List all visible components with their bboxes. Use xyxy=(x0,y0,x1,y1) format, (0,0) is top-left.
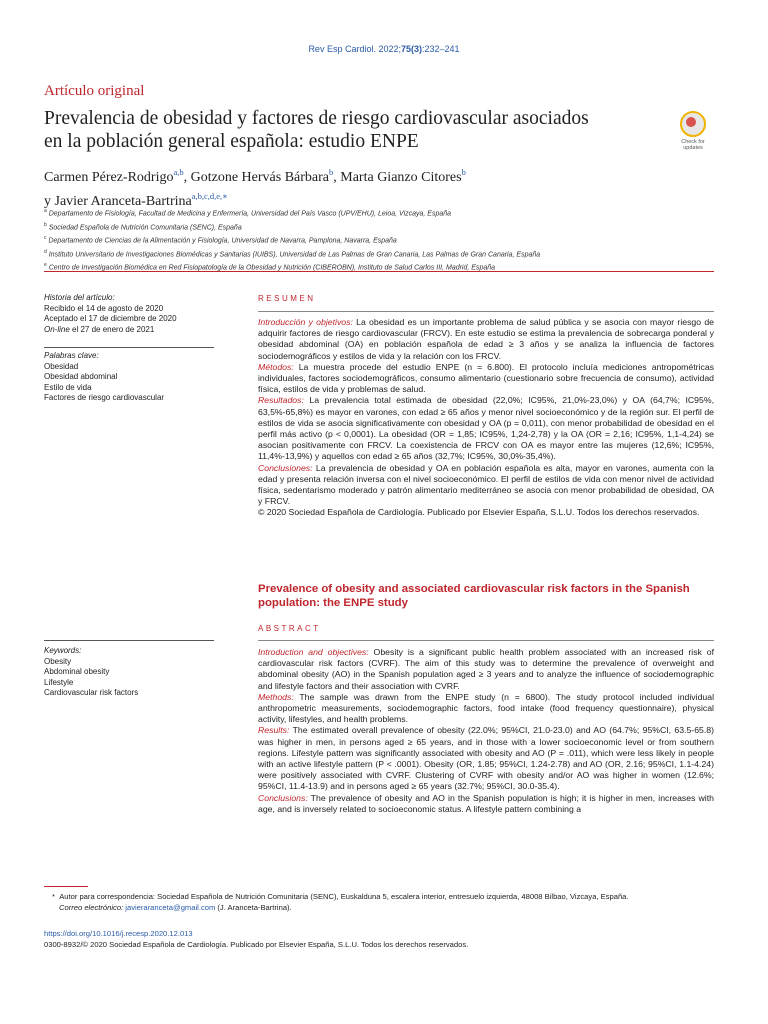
authors-line-1 xyxy=(44,163,724,187)
affiliations xyxy=(44,206,734,274)
article-history xyxy=(44,293,216,335)
history-online-date: el 27 de enero de 2021 xyxy=(69,324,155,334)
keyword-item: Factores de riesgo cardiovascular xyxy=(44,393,165,403)
resumen-conclusiones-text: La prevalencia de obesidad y OA en población española es alta, mayor en varones, aumenta con la edad y presenta relación inversa con el nivel socioeconómico. El perfil de estilos de vida con menor nivel de actividad física, sedentarismo moderado y patrón alimentario mediterráneo se asocia con menor probabilidad de obesidad, OA y FRCV. xyxy=(258,462,714,507)
footnote-text: Autor para correspondencia: Sociedad Española de Nutrición Comunitaria (SENC), Euskalduna 5, escalera interior, entresuelo izquierda, 48008 Bilbao, Vizcaya, España. xyxy=(59,892,629,901)
keyword-item: Abdominal obesity xyxy=(44,667,110,677)
resumen-divider xyxy=(258,311,714,312)
check-updates-line-2: updates xyxy=(683,145,703,151)
issn-line: 0300-8932/© 2020 Sociedad Española de Cardiología. Publicado por Elsevier España, S.L.U. Todos los derechos reservados. xyxy=(44,940,469,949)
author-name: , Marta Gianzo Citores xyxy=(333,170,462,185)
footnote-line-1 xyxy=(44,891,734,902)
affiliation-text: Instituto Universitario de Investigaciones Biomédicas y Sanitarias (IUIBS), Universidad de Las Palmas de Gran Canaria, Las Palmas de Gran Canaria, España xyxy=(48,250,541,258)
footnote-star: * xyxy=(52,892,55,901)
resumen-intro xyxy=(258,317,714,362)
title-line-2: en la población general española: estudio ENPE xyxy=(44,131,419,152)
citation-pages: :232–241 xyxy=(422,44,460,54)
keyword-item: Obesidad xyxy=(44,361,79,371)
abstract-divider xyxy=(258,640,714,641)
keywords-es xyxy=(44,351,216,404)
abstract-body xyxy=(258,647,714,847)
affiliation-sup: d xyxy=(44,248,47,255)
resumen-intro-text: La obesidad es un importante problema de salud pública y se asocia con mayor riesgo de adquirir factores de riesgo cardiovascular (FRCV). En este estudio se estima la prevalencia de sobrecarga ponderal y obesidad abdominal (OA) en población española de edad ≥ 3 años y se analiza la influencia de factores sociodemográficos y estilos de vida y la relación con los FRCV. xyxy=(258,317,715,361)
abstract-intro-heading: Introduction and objectives: xyxy=(258,647,369,657)
keywords-en-divider xyxy=(44,640,214,641)
resumen-resultados-text: La prevalencia total estimada de obesidad (22,0%; IC95%, 21,0%-23,0%) y OA (64,7%; IC95%, 63,5%-65,8%) es mayor en varones, con edad ≥ 65 años y menor nivel socioeconómico y de la región sur. El perfil de estilos de vida se asocia significativamente con obesidad y OA (p = 0,011), con menor probabilidad de obesidad en el perfil más activo (p < 0,0001). La obesidad (OR = 1,85; IC95%, 1,24-2,78) y la OA (OR = 2,16; IC95%, 1,1-4,24) se asocian positivamente con FRCV. La coexistencia de FRCV con OA es mayor entre las mujeres (12,6%; IC95%, 11,4%-13,9%) y aquellos con edad ≥ 65 años (32,7%; IC95%, 30,0%-35,4%). xyxy=(258,395,714,462)
abstract-intro xyxy=(258,647,714,692)
check-for-updates-badge[interactable] xyxy=(675,111,711,151)
abstract-conclusions-heading: Conclusions: xyxy=(258,792,308,803)
resumen-resultados-heading: Resultados: xyxy=(258,395,304,406)
resumen-body xyxy=(258,317,714,519)
journal-citation[interactable] xyxy=(0,44,768,54)
history-accepted: Aceptado el 17 de diciembre de 2020 xyxy=(44,314,177,324)
sidebar-divider xyxy=(44,347,214,348)
article-type: Artículo original xyxy=(44,83,145,99)
english-title-line-2: population: the ENPE study xyxy=(258,596,408,609)
author-list xyxy=(44,163,724,211)
resumen-resultados xyxy=(258,395,714,462)
affiliation-text: Departamento de Fisiología, Facultad de Medicina y Enfermería, Universidad del País Vasco (UPV/EHU), Leioa, Vizcaya, España xyxy=(48,210,452,218)
abstract-intro-text: Obesity is a significant public health problem associated with an increased risk of cardiovascular risk factors (CVRF). The aim of this study was to determine the prevalence of overweight and abdominal obesity (AO) in the Spanish population aged ≥ 3 years and to analyze the influence of sociodemographic and lifestyle factors and their association with CVRF. xyxy=(258,647,714,691)
check-updates-text xyxy=(675,139,711,151)
footnote-email-label: Correo electrónico: xyxy=(59,903,124,912)
affiliation-item xyxy=(44,247,734,261)
resumen-metodos xyxy=(258,362,714,396)
abstract-results xyxy=(258,725,714,792)
abstract-methods-heading: Methods: xyxy=(258,691,294,702)
affiliation-sup: b xyxy=(44,221,47,228)
author-affil-sup[interactable]: b xyxy=(461,167,466,177)
keyword-item: Obesity xyxy=(44,656,72,666)
history-received: Recibido el 14 de agosto de 2020 xyxy=(44,303,164,313)
affiliation-item xyxy=(44,233,734,247)
resumen-metodos-heading: Métodos: xyxy=(258,361,294,372)
abstract-methods-text: The sample was drawn from the ENPE study (n = 6800). The study protocol included individual anthropometric measurements, sociodemographic factors, food intake (food frequency questionnaire), physical activity, lifestyles, and health problems. xyxy=(258,691,714,725)
citation-volume: 75(3) xyxy=(401,44,423,54)
affiliation-text: Centro de Investigación Biomédica en Red Fisiopatología de la Obesidad y Nutrición (CIBEROBN), Instituto de Salud Carlos III, Madrid, España xyxy=(48,264,496,272)
abstract-conclusions xyxy=(258,793,714,815)
check-updates-line-1: Check for xyxy=(681,139,705,145)
keyword-item: Estilo de vida xyxy=(44,382,92,392)
history-label: Historia del artículo: xyxy=(44,293,115,302)
affiliation-item xyxy=(44,220,734,234)
keywords-en-label: Keywords: xyxy=(44,646,82,655)
resumen-intro-heading: Introducción y objetivos: xyxy=(258,317,353,327)
keywords-en xyxy=(44,646,216,699)
footnote-line-2 xyxy=(44,902,734,913)
affiliation-sup: e xyxy=(44,262,47,269)
abstract-results-heading: Results: xyxy=(258,725,290,736)
affiliation-sup: a xyxy=(44,208,47,214)
citation-pre: Rev Esp Cardiol. 2022; xyxy=(308,44,401,54)
abstract-conclusions-text: The prevalence of obesity and AO in the Spanish population is high; it is higher in men, increases with age, and is inversely related to socioeconomic status. A lifestyle pattern combining a xyxy=(258,792,714,814)
author-affil-sup[interactable]: a,b xyxy=(173,167,184,177)
author-affil-sup[interactable]: a,b,c,d,e,∗ xyxy=(191,191,228,201)
footnote-divider xyxy=(44,886,88,887)
history-online xyxy=(44,325,216,336)
footnote-email-after: (J. Aranceta-Bartrina). xyxy=(215,903,292,912)
history-online-label: On-line xyxy=(44,324,70,334)
footnote-email-link[interactable]: javieraranceta@gmail.com xyxy=(125,903,216,912)
title-line-1: Prevalencia de obesidad y factores de riesgo cardiovascular asociados xyxy=(44,108,589,129)
resumen-metodos-text: La muestra procede del estudio ENPE (n = 6.800). El protocolo incluía mediciones antropométricas individuales, factores sociodemográficos, consumo alimentario (cuestionario sobre frecuencia de consumo), actividad física, estilos de vida y problemas de salud. xyxy=(258,361,714,395)
resumen-conclusiones-heading: Conclusiones: xyxy=(258,462,313,473)
author-affil-sup[interactable]: b xyxy=(329,167,334,177)
header-divider xyxy=(44,271,714,272)
english-title xyxy=(258,583,718,610)
affiliation-text: Sociedad Española de Nutrición Comunitaria (SENC), España xyxy=(48,223,242,231)
keyword-item: Lifestyle xyxy=(44,677,74,687)
author-name: , Gotzone Hervás Bárbara xyxy=(183,170,330,185)
resumen-copyright: © 2020 Sociedad Española de Cardiología. Publicado por Elsevier España, S.L.U. Todos los derechos reservados. xyxy=(258,507,700,518)
affiliation-item xyxy=(44,206,734,220)
check-updates-icon xyxy=(680,111,706,137)
affiliation-text: Departamento de Ciencias de la Alimentación y Fisiología, Universidad de Navarra, Pamplona, Navarra, España xyxy=(48,237,397,245)
abstract-heading: ABSTRACT xyxy=(258,624,321,633)
correspondence-footnote xyxy=(44,891,734,913)
keywords-es-label: Palabras clave: xyxy=(44,351,99,360)
resumen-conclusiones xyxy=(258,463,714,508)
author-name: Carmen Pérez-Rodrigo xyxy=(44,170,174,185)
keyword-item: Cardiovascular risk factors xyxy=(44,688,139,698)
affiliation-sup: c xyxy=(44,235,47,242)
article-title xyxy=(44,107,644,153)
english-title-line-1: Prevalence of obesity and associated cardiovascular risk factors in the Spanish xyxy=(258,583,690,595)
abstract-results-text: The estimated overall prevalence of obesity (22.0%; 95%CI, 21.0-23.0) and AO (64.7%; 95%CI, 63.5-65.8) was higher in men, in persons aged ≥ 65 years, and in those with a lower socioeconomic level or from southern regions. Lifestyle pattern was significantly associated with obesity and AO (P = .011), which were less likely in people with an active lifestyle pattern (P < .0001). Obesity (OR, 1.85; 95%CI, 1.24-2.78) and AO (OR, 2.16; 95%CI, 1.1-4.24) were positively associated with CVRF. Clustering of CVRF with obesity and/or AO was higher in women (12.6%; 95%CI, 11.4-13.9) and in persons aged ≥ 65 years (32.7%; 95%CI, 30.0-35.4). xyxy=(258,725,714,792)
keyword-item: Obesidad abdominal xyxy=(44,372,118,382)
author-name: y Javier Aranceta-Bartrina xyxy=(44,194,192,209)
resumen-heading: RESUMEN xyxy=(258,294,316,303)
abstract-methods xyxy=(258,692,714,726)
doi-link[interactable]: https://doi.org/10.1016/j.recesp.2020.12.013 xyxy=(44,929,193,938)
doi-block xyxy=(44,928,734,950)
